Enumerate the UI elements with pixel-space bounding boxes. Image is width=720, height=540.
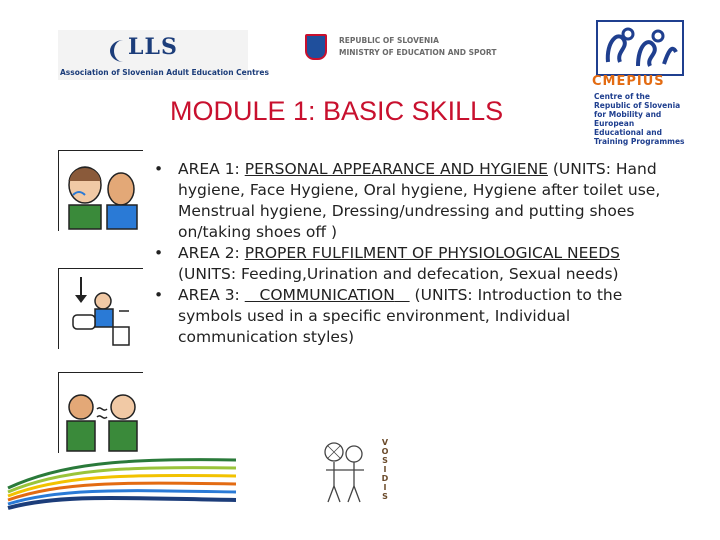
toilet-use-icon: [58, 268, 143, 349]
area-3-heading: [245, 286, 410, 304]
slovenia-line2: MINISTRY OF EDUCATION AND SPORT: [339, 48, 497, 57]
vertical-letter: I: [383, 465, 387, 474]
bullet: •: [154, 244, 164, 262]
area-1-prefix: AREA 1:: [178, 160, 245, 178]
area-3-units: (UNITS: Introduction to the symbols used in a specific environment, Individual communication styles): [178, 286, 623, 346]
face-wash-icon: [58, 150, 143, 231]
area-1-units: (UNITS: Hand hygiene, Face Hygiene, Oral hygiene, Hygiene after toilet use, Menstrual hygiene, Dressing/undressing and putting shoes on/taking shoes off ): [178, 160, 661, 241]
vosidis-vertical-logo: [378, 438, 392, 501]
slovenia-line1: REPUBLIC OF SLOVENIA: [339, 36, 439, 45]
cmepius-description: Centre of the Republic of Slovenia for Mobility and European Educational and Training Programmes: [594, 92, 685, 146]
cmepius-figures-icon: [596, 20, 684, 76]
eu-swoosh-icon: [0, 444, 240, 524]
area-1-item: [154, 159, 664, 243]
lls-caption: Association of Slovenian Adult Education Centres: [60, 68, 269, 77]
vertical-letter: I: [383, 483, 387, 492]
hand-drawn-figures-icon: [318, 436, 374, 508]
vertical-letter: D: [381, 474, 389, 483]
slovenia-ministry-logo: [305, 34, 505, 64]
lls-mark: LLS: [128, 34, 178, 60]
page-title: MODULE 1: BASIC SKILLS: [170, 96, 504, 126]
lls-logo: [58, 30, 269, 80]
slovenia-coat-of-arms-icon: [305, 34, 327, 60]
vertical-letter: V: [381, 438, 389, 447]
vertical-letter: S: [382, 456, 388, 465]
bullet: •: [154, 286, 164, 304]
cmepius-brand: CMEPIUS: [592, 74, 665, 89]
bullet: •: [154, 160, 164, 178]
cmepius-logo: [592, 20, 685, 146]
area-1-heading: PERSONAL APPEARANCE AND HYGIENE: [244, 160, 548, 178]
area-2-item: [154, 243, 664, 285]
area-2-heading: PROPER FULFILMENT OF PHYSIOLOGICAL NEEDS: [244, 244, 620, 262]
area-2-prefix: AREA 2:: [178, 244, 245, 262]
area-2-units: (UNITS: Feeding,Urination and defecation, Sexual needs): [178, 265, 619, 283]
area-3-prefix: AREA 3:: [178, 286, 245, 304]
vertical-letter: O: [381, 447, 389, 456]
area-3-heading-text: COMMUNICATION: [259, 286, 395, 304]
communication-icon: [58, 372, 143, 453]
vertical-letter: S: [382, 492, 388, 501]
area-3-item: [154, 285, 664, 348]
areas-list: [154, 159, 664, 348]
